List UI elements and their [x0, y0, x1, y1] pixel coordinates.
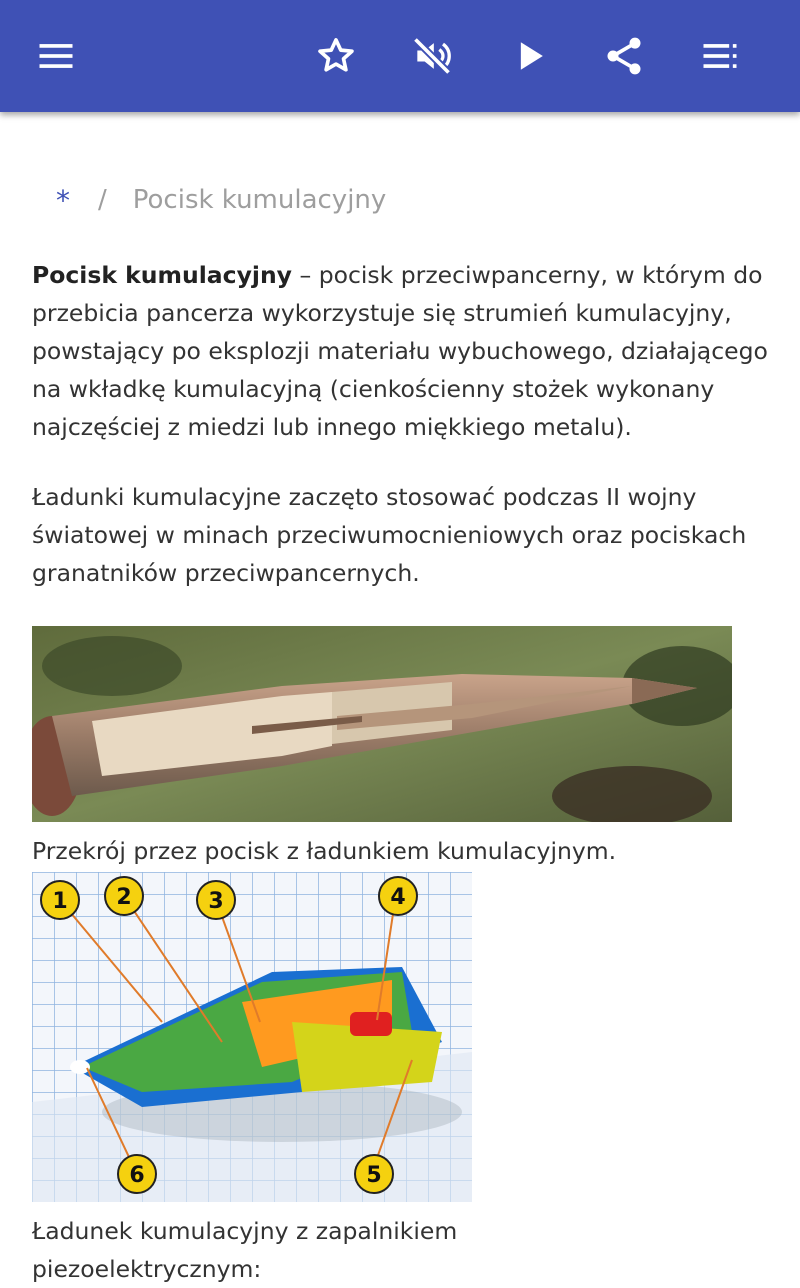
figure-1-caption: Przekrój przez pocisk z ładunkiem kumulacyjnym.	[32, 837, 617, 865]
diagram-label-4	[379, 877, 417, 915]
svg-text:2: 2	[116, 885, 132, 910]
diagram-label-5	[355, 1155, 393, 1193]
svg-text:1: 1	[52, 889, 68, 914]
menu-icon	[34, 34, 78, 78]
svg-text:6: 6	[129, 1163, 145, 1188]
app-bar	[0, 0, 800, 112]
menu-button[interactable]	[24, 24, 88, 88]
figure-2-caption: Ładunek kumulacyjny z zapalnikiem piezoelektrycznym:	[32, 1217, 458, 1283]
contents-button[interactable]	[688, 24, 752, 88]
play-icon	[508, 34, 552, 78]
svg-text:5: 5	[366, 1163, 382, 1188]
article-paragraph-1-text: – pocisk przeciwpancerny, w którym do przebicia pancerza wykorzystuje się strumień kumulacyjny, powstający po eksplozji materiału wybuchowego, działającego na wkładkę kumulacyjną (cienkościenny stożek wykonany najczęściej z miedzi lub innego miękkiego metalu).	[32, 261, 768, 441]
favorite-button[interactable]	[304, 24, 368, 88]
breadcrumb-current: Pocisk kumulacyjny	[132, 185, 387, 215]
playlist-icon	[698, 34, 742, 78]
svg-text:3: 3	[208, 889, 224, 914]
volume-off-icon	[410, 34, 454, 78]
star-outline-icon	[314, 34, 358, 78]
share-button[interactable]	[592, 24, 656, 88]
diagram-label-2	[105, 877, 143, 915]
article-paragraph-1	[32, 256, 772, 446]
shaped-charge-diagram	[32, 872, 472, 1202]
breadcrumb-root-link[interactable]: *	[56, 183, 70, 217]
article-term: Pocisk kumulacyjny	[32, 261, 292, 289]
shell-cutaway-photo	[32, 626, 732, 822]
diagram-label-1	[41, 881, 79, 919]
svg-text:4: 4	[390, 885, 406, 910]
share-icon	[602, 34, 646, 78]
diagram-label-3	[197, 881, 235, 919]
breadcrumb	[32, 180, 386, 220]
diagram-label-6	[118, 1155, 156, 1193]
mute-button[interactable]	[400, 24, 464, 88]
play-button[interactable]	[498, 24, 562, 88]
article-paragraph-2: Ładunki kumulacyjne zaczęto stosować podczas II wojny światowej w minach przeciwumocnieniowych oraz pociskach granatników przeciwpancernych.	[32, 483, 747, 587]
breadcrumb-separator: /	[98, 185, 107, 215]
